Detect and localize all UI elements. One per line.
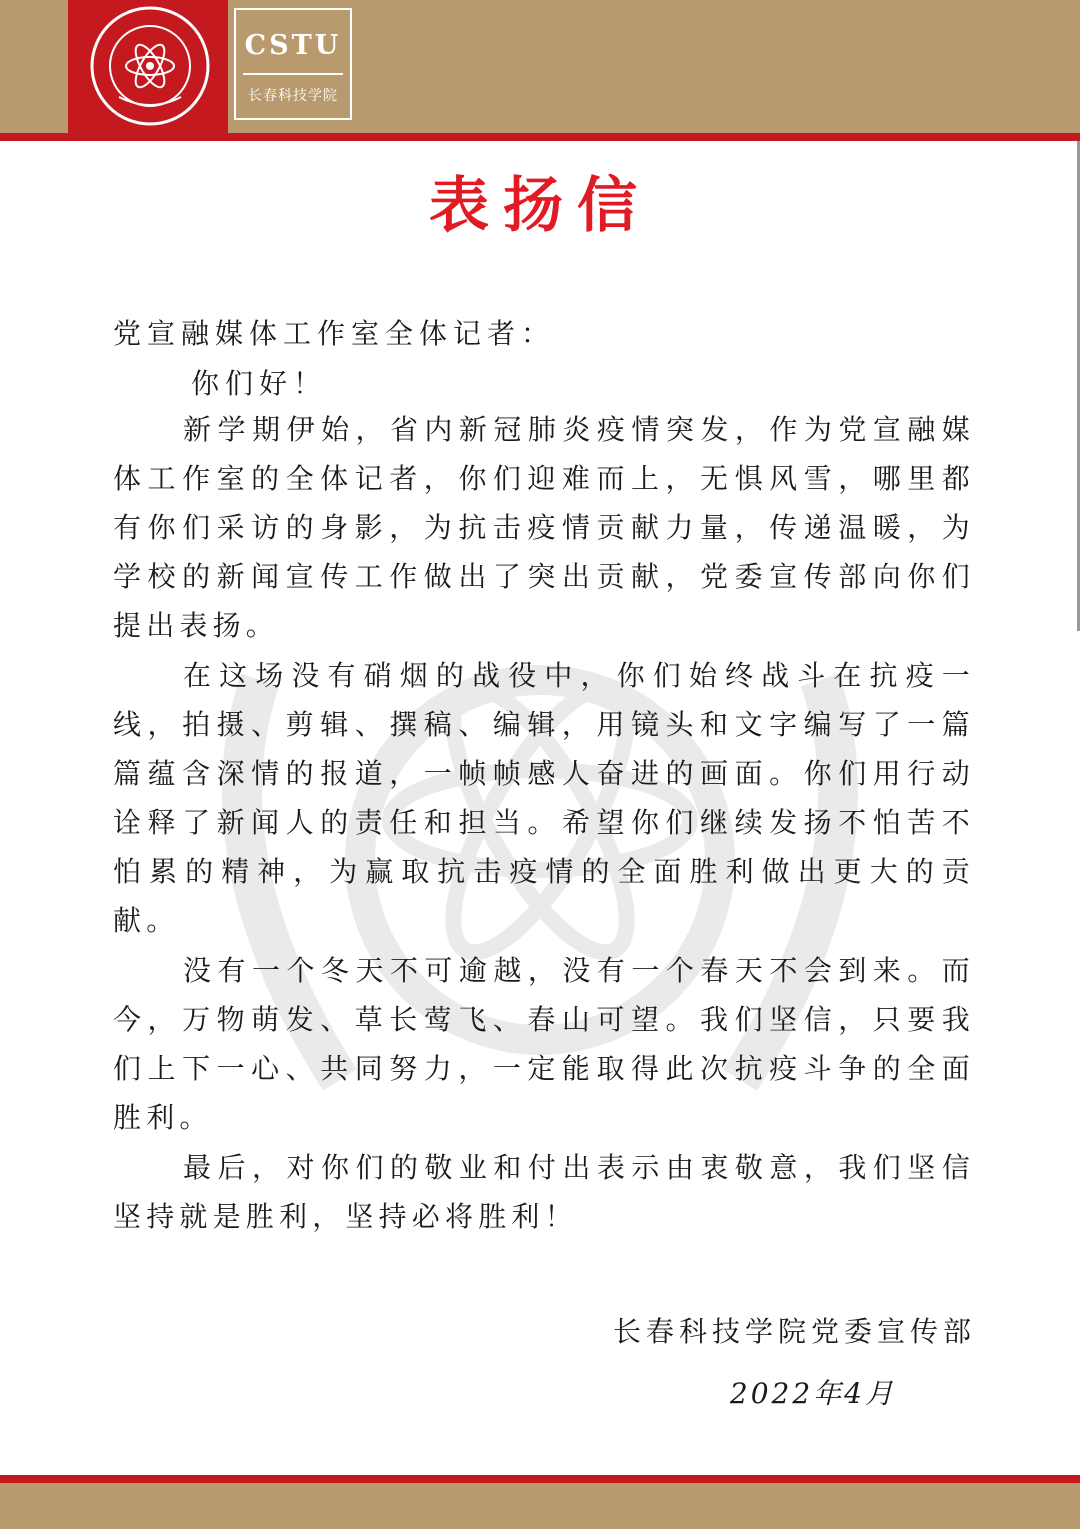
letter-greeting: 你们好！ [191,367,328,400]
letter-salutation: 党宣融媒体工作室全体记者： [113,317,556,350]
footer-band [0,1483,1080,1529]
letter-paragraph: 新学期伊始，省内新冠肺炎疫情突发，作为党宣融媒体工作室的全体记者，你们迎难而上，无惧风雪，哪里都有你们采访的身影，为抗击疫情贡献力量，传递温暖，为学校的新闻宣传工作做出了突出贡献，党委宣传部向你们提出表扬。 [113,413,975,642]
logo-chinese-name: 长春科技学院 [248,88,338,104]
letter-date: 2022年4月 [729,1377,896,1410]
footer-rule [0,1475,1080,1483]
letter-title: 表扬信 [429,171,651,241]
letter-signature: 长春科技学院党委宣传部 [612,1315,976,1348]
header-rule [0,133,1080,141]
logo-divider [243,73,343,75]
letter-paragraph: 没有一个冬天不可逾越，没有一个春天不会到来。而今，万物萌发、草长莺飞、春山可望。我们坚信，只要我们上下一心、共同努力，一定能取得此次抗疫斗争的全面胜利。 [113,954,975,1134]
university-seal-icon [89,5,211,127]
letter-paragraph: 在这场没有硝烟的战役中，你们始终战斗在抗疫一线，拍摄、剪辑、撰稿、编辑，用镜头和文字编写了一篇篇蕴含深情的报道，一帧帧感人奋进的画面。你们用行动诠释了新闻人的责任和担当。希望你们继续发扬不怕苦不怕累的精神，为赢取抗击疫情的全面胜利做出更大的贡献。 [113,659,975,937]
logo-wordmark: CSTU [244,30,342,61]
letter-paragraph: 最后，对你们的敬业和付出表示由衷敬意，我们坚信坚持就是胜利，坚持必将胜利！ [113,1151,975,1233]
